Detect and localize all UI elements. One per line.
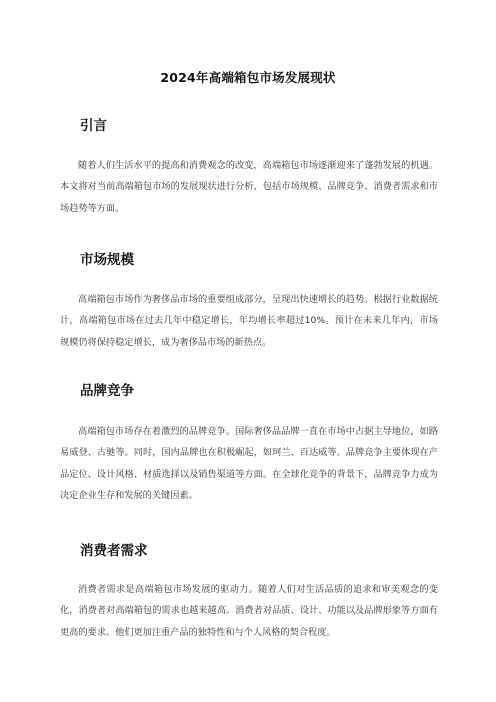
section-heading-brand-competition: 品牌竞争 — [80, 383, 134, 399]
section-heading-consumer-demand: 消费者需求 — [80, 543, 148, 559]
document-title: 2024年高端箱包市场发展现状 — [160, 70, 336, 85]
section-body-consumer-demand: 消费者需求是高端箱包市场发展的驱动力。随着人们对生活品质的追求和审美观念的变化，消费者对高端箱包的需求也越来越高。消费者对品质、设计、功能以及品牌形象等方面有更高的要求。他们更加注重产品的独特性和与个人风格的契合程度。 — [60, 584, 438, 638]
section-body-intro: 随着人们生活水平的提高和消费观念的改变，高端箱包市场逐渐迎来了蓬勃发展的机遇。本文将对当前高端箱包市场的发展现状进行分析，包括市场规模、品牌竞争、消费者需求和市场趋势等方面。 — [60, 160, 438, 214]
section-heading-market-size: 市场规模 — [80, 252, 134, 268]
section-body-market-size: 高端箱包市场作为奢侈品市场的重要组成部分，呈现出快速增长的趋势。根据行业数据统计，高端箱包市场在过去几年中稳定增长，年均增长率超过10%。预计在未来几年内，市场规模仍将保持稳定增长，成为奢侈品市场的新热点。 — [60, 294, 438, 348]
section-heading-intro: 引言 — [80, 118, 107, 134]
section-body-brand-competition: 高端箱包市场存在着激烈的品牌竞争。国际奢侈品品牌一直在市场中占据主导地位，如路易威登、古驰等。同时，国内品牌也在积极崛起，如珂兰、百达威等。品牌竞争主要体现在产品定位、设计风格、材质选择以及销售渠道等方面。在全球化竞争的背景下，品牌竞争力成为决定企业生存和发展的关键因素。 — [60, 426, 438, 501]
